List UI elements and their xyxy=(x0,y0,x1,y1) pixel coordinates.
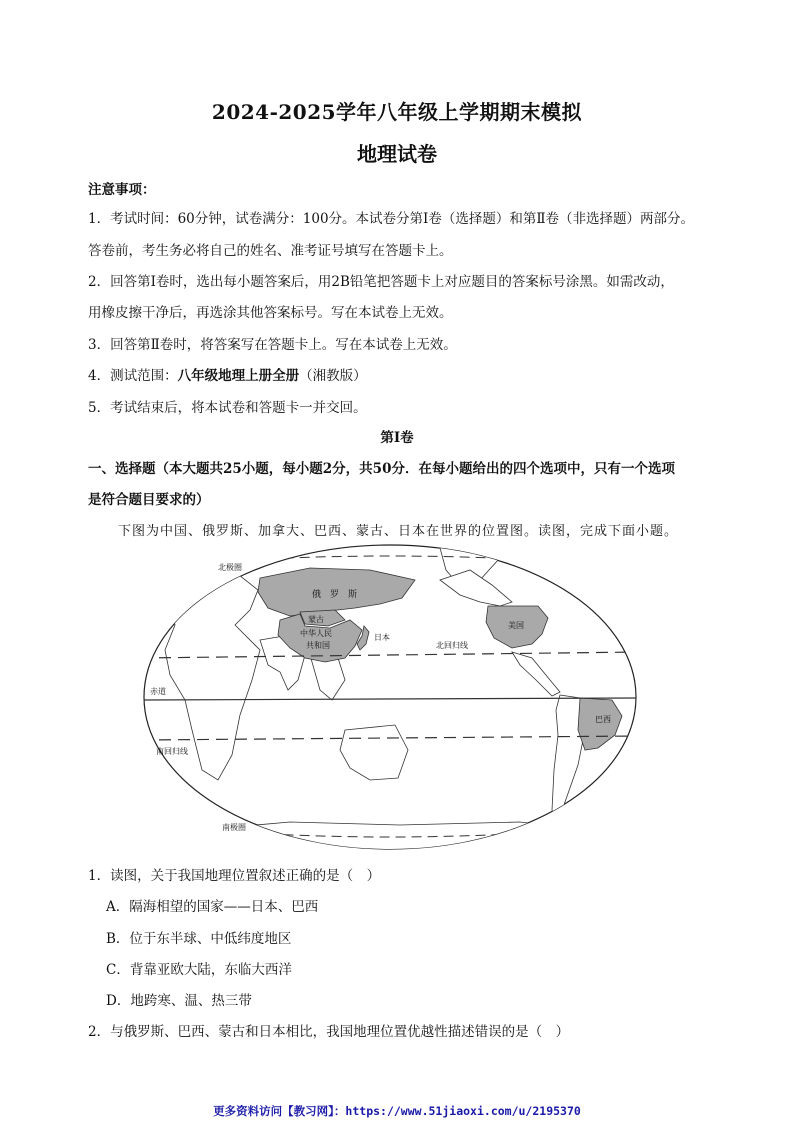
map-intro: 下图为中国、俄罗斯、加拿大、巴西、蒙古、日本在世界的位置图。读图，完成下面小题。 xyxy=(118,524,679,539)
section-1-heading-line-1: 一、选择题（本大题共25小题，每小题2分，共50分．在每小题给出的四个选项中，只有一个选项 xyxy=(88,461,675,477)
notice-item-1-line-1: 1．考试时间：60分钟，试卷满分：100分。本试卷分第Ⅰ卷（选择题）和第Ⅱ卷（非选择题）两部分。 xyxy=(88,211,695,227)
question-1-option-a: A．隔海相望的国家——日本、巴西 xyxy=(106,899,319,915)
label-equator: 赤道 xyxy=(150,687,166,696)
label-mongolia: 蒙古 xyxy=(308,615,324,624)
notice-item-3: 3．回答第Ⅱ卷时，将答案写在答题卡上。写在本试卷上无效。 xyxy=(88,337,457,353)
label-china-line-2: 共和国 xyxy=(306,641,330,650)
question-1-stem: 1．读图，关于我国地理位置叙述正确的是（ ） xyxy=(88,868,381,884)
notice-item-4-suffix: （湘教版） xyxy=(299,368,367,384)
notice-item-2-line-2: 用橡皮擦干净后，再选涂其他答案标号。写在本试卷上无效。 xyxy=(88,305,453,321)
paper-title: 2024-2025学年八年级上学期期末模拟 xyxy=(211,100,583,124)
section-1-heading-line-2: 是符合题目要求的） xyxy=(88,492,210,508)
label-china-line-1: 中华人民 xyxy=(300,629,332,638)
label-antarctic-circle: 南极圈 xyxy=(222,823,246,832)
paper-subtitle: 地理试卷 xyxy=(357,142,437,166)
label-arctic-circle: 北极圈 xyxy=(218,563,242,572)
label-japan: 日本 xyxy=(374,633,390,642)
label-tropic-cancer: 北回归线 xyxy=(436,641,468,650)
question-1-option-d: D．地跨寒、温、热三带 xyxy=(106,993,252,1009)
notice-item-4-prefix: 4．测试范围： xyxy=(88,368,178,384)
label-tropic-capricorn: 南回归线 xyxy=(156,747,188,756)
notice-item-1-line-2: 答卷前，考生务必将自己的姓名、准考证号填写在答题卡上。 xyxy=(88,243,453,259)
footer-link[interactable]: 更多资料访问【教习网】：https://www.51jiaoxi.com/u/2195370 xyxy=(213,1104,581,1118)
notice-item-4 xyxy=(88,364,367,384)
label-usa: 美国 xyxy=(508,621,524,630)
question-1-option-b: B．位于东半球、中低纬度地区 xyxy=(106,931,292,947)
notice-item-2-line-1: 2．回答第Ⅰ卷时，选出每小题答案后，用2B铅笔把答题卡上对应题目的答案标号涂黑。如需改动， xyxy=(88,274,674,290)
notice-item-5: 5．考试结束后，将本试卷和答题卡一并交回。 xyxy=(88,400,367,416)
label-russia: 俄 罗 斯 xyxy=(312,590,358,600)
question-2-stem: 2．与俄罗斯、巴西、蒙古和日本相比，我国地理位置优越性描述错误的是（ ） xyxy=(88,1024,570,1040)
volume-heading: 第Ⅰ卷 xyxy=(380,430,414,446)
notice-heading: 注意事项： xyxy=(88,182,156,198)
question-1-option-c: C．背靠亚欧大陆，东临大西洋 xyxy=(106,962,292,978)
notice-item-4-scope: 八年级地理上册全册 xyxy=(177,368,300,384)
world-map xyxy=(140,540,640,855)
label-brazil: 巴西 xyxy=(595,715,611,724)
